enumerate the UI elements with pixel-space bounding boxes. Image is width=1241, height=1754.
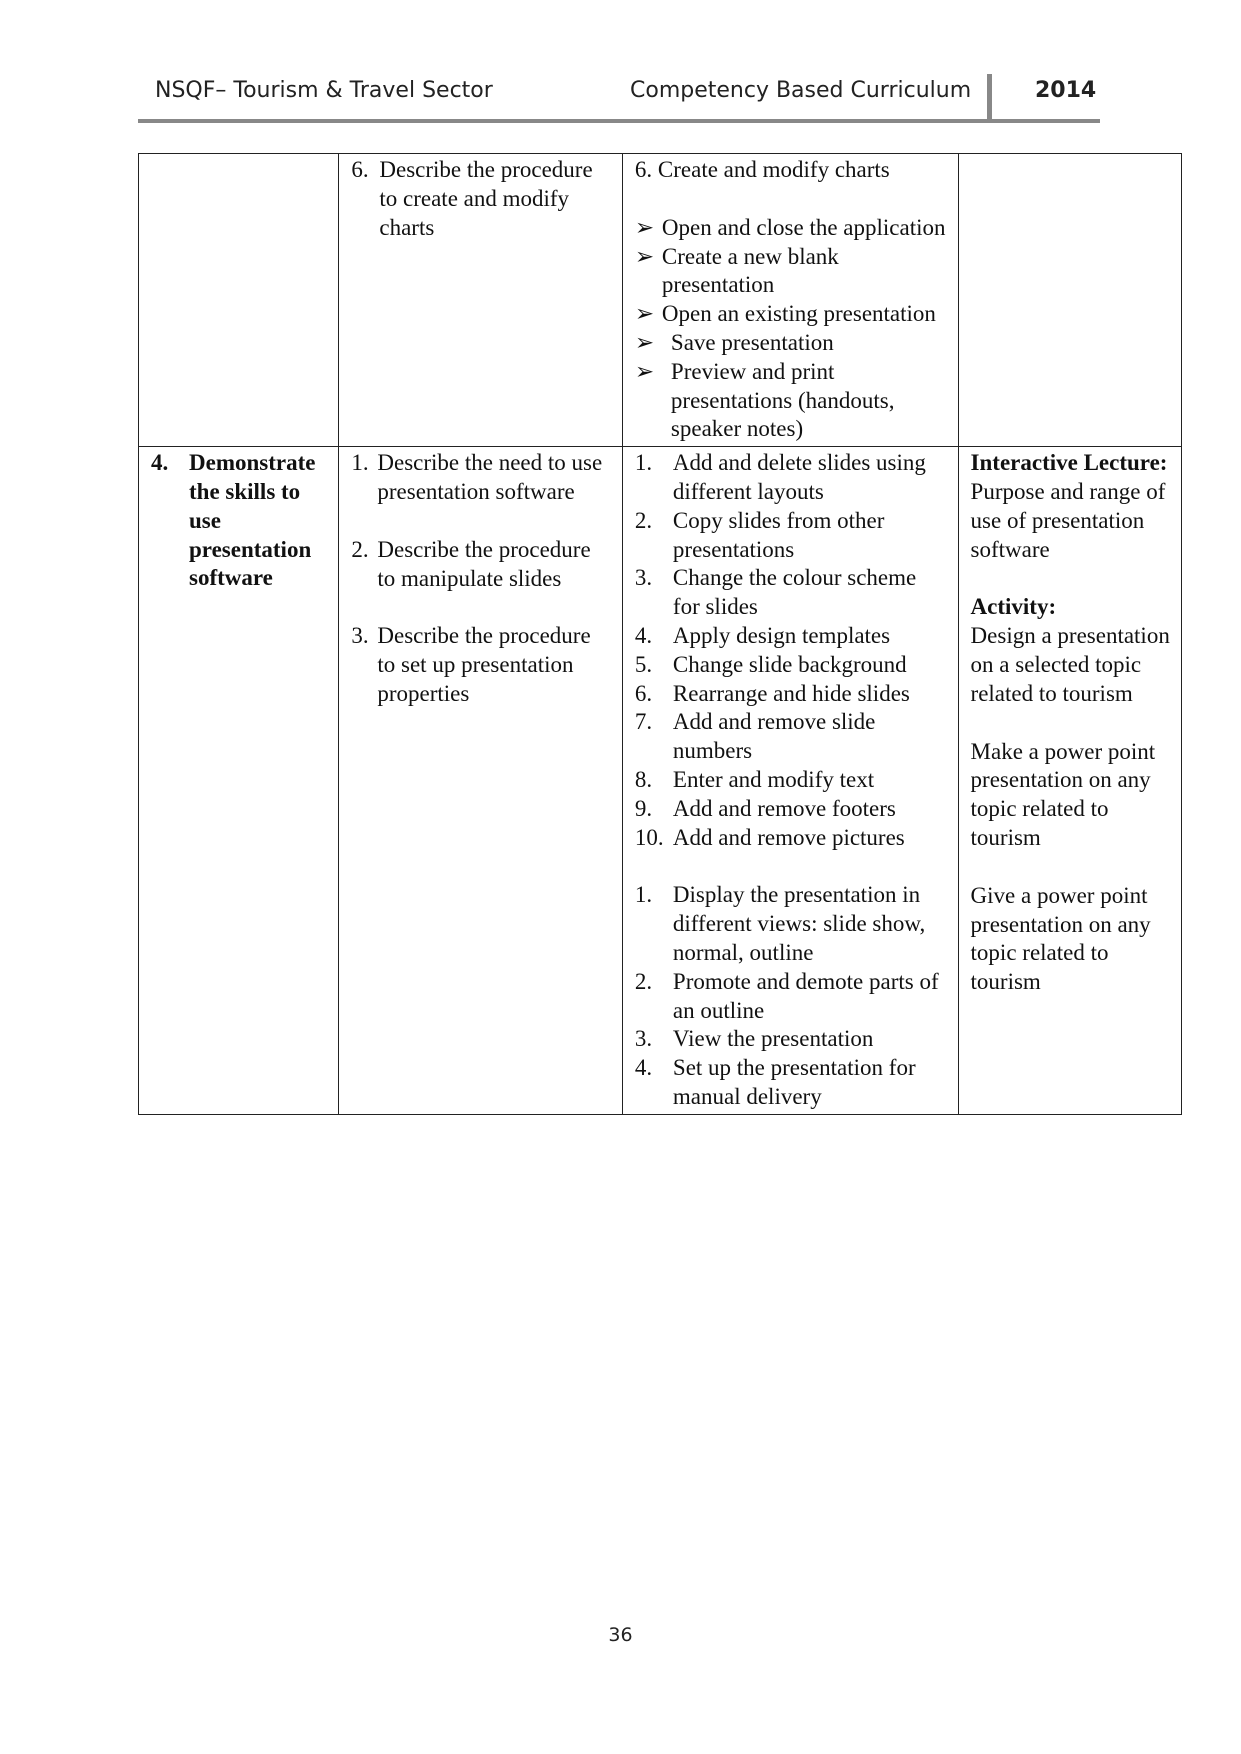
task-item: 10. Add and remove pictures <box>634 824 905 850</box>
module-item: 2. Describe the procedure to manipulate slides <box>351 536 591 591</box>
arrow-bullet-icon: ➢ <box>634 214 655 240</box>
arrow-bullet-icon: ➢ <box>634 301 655 327</box>
task-item: 4. Set up the presentation for manual delivery <box>634 1055 916 1109</box>
bullet-item: ➢ Preview and print presentations (handouts, speaker notes) <box>635 358 948 444</box>
task-item: 2. Copy slides from other presentations <box>634 507 885 562</box>
lecture-text: Purpose and range of use of presentation software <box>970 478 1166 562</box>
curriculum-table <box>138 153 1182 1115</box>
bullet-item: ➢ Save presentation <box>635 329 948 358</box>
header-divider <box>987 74 992 122</box>
bullet-item: ➢ Open and close the application <box>635 214 948 243</box>
bullet-item: ➢ Open an existing presentation <box>635 300 948 329</box>
header-year: 2014 <box>1035 78 1097 103</box>
activity-heading: Activity: <box>970 594 1057 620</box>
page-number: 36 <box>608 1624 633 1646</box>
task-item: 4. Apply design templates <box>634 622 891 648</box>
task-item: 9. Add and remove footers <box>634 795 896 821</box>
arrow-bullet-icon: ➢ <box>634 329 655 355</box>
lecture-heading: Interactive Lecture: <box>970 450 1168 476</box>
activity-text: Give a power point presentation on any topic related to tourism <box>970 882 1151 995</box>
module-item: 1. Describe the need to use presentation software <box>351 450 603 504</box>
task-item: 3. View the presentation <box>634 1026 874 1052</box>
bullet-item: ➢ Create a new blank presentation <box>635 243 948 301</box>
header-curriculum-title: Competency Based Curriculum <box>630 78 972 103</box>
arrow-bullet-icon: ➢ <box>634 243 655 269</box>
modules-cell <box>339 154 623 447</box>
activity-text: Make a power point presentation on any topic related to tourism <box>970 738 1156 850</box>
modules-cell <box>339 447 623 1115</box>
page-header <box>155 74 1100 116</box>
tasks-heading: 6. Create and modify charts <box>634 157 890 182</box>
outcome-cell <box>139 154 339 447</box>
header-rule <box>138 119 1100 123</box>
module-item: 3. Describe the procedure to set up presentation properties <box>351 623 591 706</box>
tasks-cell <box>622 447 958 1115</box>
learning-outcome: 4. Demonstrate the skills to use presentation software <box>151 450 316 591</box>
methods-cell <box>958 447 1181 1115</box>
task-item: 1. Add and delete slides using different layouts <box>634 450 926 504</box>
task-item: 1. Display the presentation in different views: slide show, normal, outline <box>634 882 926 965</box>
task-item: 7. Add and remove slide numbers <box>634 709 876 764</box>
task-item: 6. Rearrange and hide slides <box>634 680 910 706</box>
task-item: 8. Enter and modify text <box>634 766 875 792</box>
module-item: 6. Describe the procedure to create and modify charts <box>351 157 593 240</box>
task-item: 3. Change the colour scheme for slides <box>634 565 917 620</box>
task-item: 5. Change slide background <box>634 651 907 677</box>
outcome-cell <box>139 447 339 1115</box>
activity-text: Design a presentation on a selected topic related to tourism <box>970 623 1170 706</box>
task-item: 2. Promote and demote parts of an outline <box>634 968 939 1023</box>
header-sector-title: NSQF– Tourism & Travel Sector <box>155 78 493 103</box>
arrow-bullet-icon: ➢ <box>634 358 655 384</box>
methods-cell <box>958 154 1181 447</box>
table-row <box>139 154 1182 447</box>
table-row <box>139 447 1182 1115</box>
tasks-cell <box>622 154 958 447</box>
